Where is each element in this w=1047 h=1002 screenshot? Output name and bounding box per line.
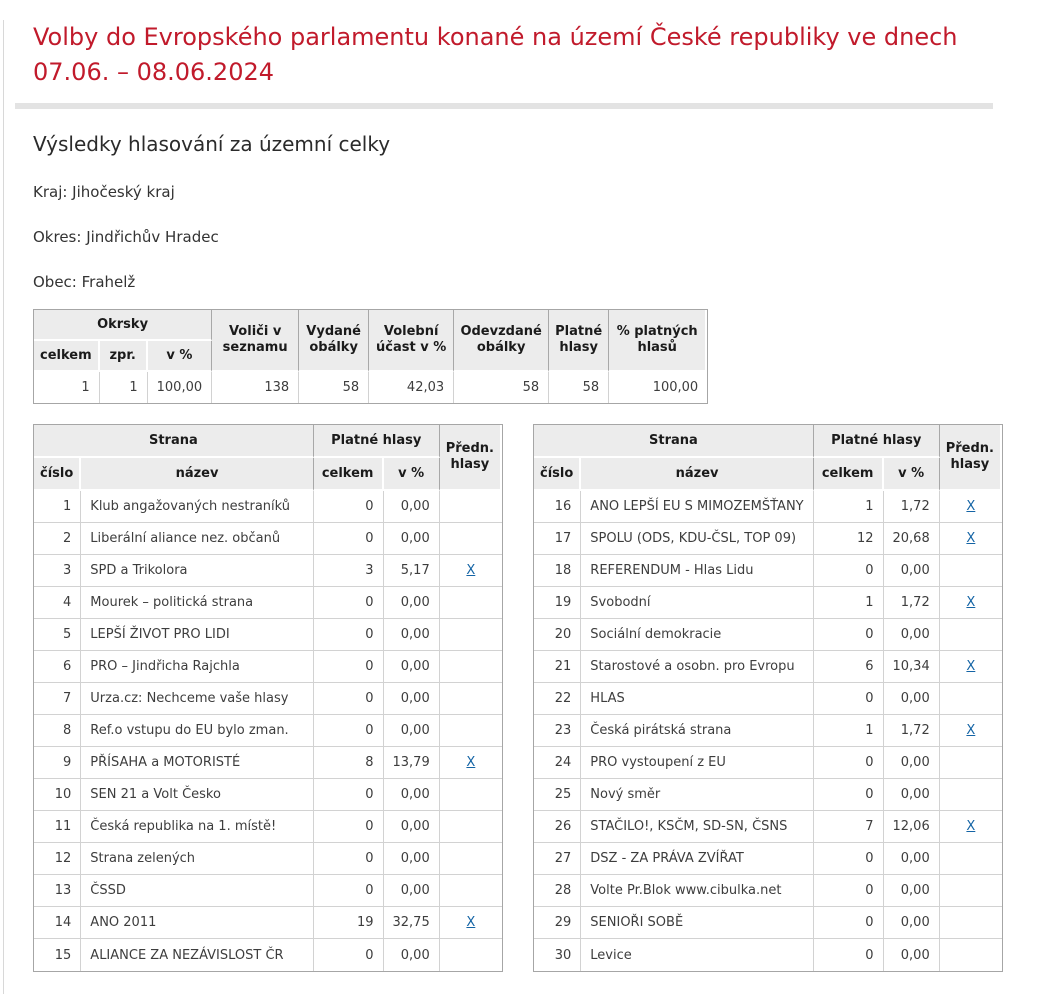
party-percent: 20,68: [884, 523, 940, 555]
preferential-votes-link[interactable]: X: [966, 723, 976, 738]
party-name: SPOLU (ODS, KDU-ČSL, TOP 09): [581, 523, 814, 555]
summary-row: [34, 372, 707, 403]
party-number: 6: [34, 651, 81, 683]
party-row: [534, 779, 1002, 811]
platne-hlasy-value: 58: [549, 372, 609, 403]
party-pref-cell: [440, 491, 502, 523]
okrsky-v-pct-value: 100,00: [148, 372, 213, 403]
header-okrsky-celkem: celkem: [34, 341, 100, 372]
volici-v-seznamu-value: 138: [212, 372, 299, 403]
party-number: 8: [34, 715, 81, 747]
party-percent: 0,00: [384, 811, 440, 843]
party-name: Sociální demokracie: [581, 619, 814, 651]
party-number: 26: [534, 811, 581, 843]
party-total-votes: 0: [814, 907, 884, 939]
region-obec: Obec: Frahelž: [33, 273, 136, 291]
party-name: REFERENDUM - Hlas Lidu: [581, 555, 814, 587]
party-row: [534, 523, 1002, 555]
header-strana: Strana: [534, 425, 814, 458]
party-number: 13: [34, 875, 81, 907]
party-row: [34, 619, 502, 651]
party-row: [534, 491, 1002, 523]
volebni-ucast-value: 42,03: [369, 372, 454, 403]
party-name: Liberální aliance nez. občanů: [81, 523, 313, 555]
party-number: 5: [34, 619, 81, 651]
header-predn-hlasy: Předn. hlasy: [940, 425, 1002, 491]
party-percent: 1,72: [884, 587, 940, 619]
title-divider: [15, 103, 993, 109]
party-total-votes: 0: [314, 715, 384, 747]
header-strana: Strana: [34, 425, 314, 458]
party-pref-cell: [440, 651, 502, 683]
summary-table: [34, 310, 707, 403]
page-title-line1: Volby do Evropského parlamentu konané na území České republiky ve dnech: [33, 23, 958, 51]
pct-platnych-hlasu-value: 100,00: [609, 372, 707, 403]
party-total-votes: 3: [314, 555, 384, 587]
party-table-right: [534, 425, 1002, 971]
header-volebni-ucast: Volební účast v %: [369, 310, 454, 372]
party-table-right-wrapper: [533, 424, 1003, 972]
party-pref-cell: [440, 811, 502, 843]
party-row: [34, 523, 502, 555]
party-total-votes: 6: [814, 651, 884, 683]
party-number: 18: [534, 555, 581, 587]
party-row: [34, 811, 502, 843]
party-number: 2: [34, 523, 81, 555]
party-total-votes: 0: [314, 939, 384, 971]
party-row: [34, 651, 502, 683]
party-name: ANO 2011: [81, 907, 313, 939]
party-row: [34, 875, 502, 907]
party-percent: 10,34: [884, 651, 940, 683]
party-total-votes: 0: [814, 555, 884, 587]
party-percent: 0,00: [884, 747, 940, 779]
party-name: PŘÍSAHA a MOTORISTÉ: [81, 747, 313, 779]
party-total-votes: 0: [314, 779, 384, 811]
header-okrsky-zpr: zpr.: [100, 341, 148, 372]
party-total-votes: 0: [314, 491, 384, 523]
party-total-votes: 0: [314, 811, 384, 843]
party-pref-cell: [440, 843, 502, 875]
preferential-votes-link[interactable]: X: [966, 531, 976, 546]
party-name: HLAS: [581, 683, 814, 715]
party-percent: 0,00: [884, 683, 940, 715]
region-kraj: Kraj: Jihočeský kraj: [33, 183, 175, 201]
party-total-votes: 0: [314, 619, 384, 651]
party-percent: 0,00: [884, 907, 940, 939]
party-number: 23: [534, 715, 581, 747]
party-pref-cell: [940, 491, 1002, 523]
header-odevzdane-obalky: Odevzdané obálky: [454, 310, 549, 372]
header-okrsky-v-pct: v %: [148, 341, 213, 372]
party-pref-cell: [940, 555, 1002, 587]
party-percent: 1,72: [884, 715, 940, 747]
party-number: 29: [534, 907, 581, 939]
party-number: 19: [534, 587, 581, 619]
party-total-votes: 0: [314, 523, 384, 555]
preferential-votes-link[interactable]: X: [466, 915, 476, 930]
okrsky-zpr-value: 1: [100, 372, 148, 403]
header-vydane-obalky: Vydané obálky: [299, 310, 369, 372]
party-row: [534, 683, 1002, 715]
party-pref-cell: [940, 907, 1002, 939]
party-percent: 0,00: [384, 587, 440, 619]
page-title-line2: 07.06. – 08.06.2024: [33, 58, 275, 86]
party-pref-cell: [940, 619, 1002, 651]
party-name: STAČILO!, KSČM, SD-SN, ČSNS: [581, 811, 814, 843]
header-platne-hlasy-group: Platné hlasy: [814, 425, 940, 458]
party-percent: 13,79: [384, 747, 440, 779]
party-pref-cell: [940, 811, 1002, 843]
party-row: [34, 491, 502, 523]
party-total-votes: 1: [814, 715, 884, 747]
party-name: ANO LEPŠÍ EU S MIMOZEMŠŤANY: [581, 491, 814, 523]
party-percent: 0,00: [384, 619, 440, 651]
party-number: 9: [34, 747, 81, 779]
party-number: 10: [34, 779, 81, 811]
party-name: PRO vystoupení z EU: [581, 747, 814, 779]
party-percent: 0,00: [384, 843, 440, 875]
party-pref-cell: [440, 523, 502, 555]
party-total-votes: 8: [314, 747, 384, 779]
party-percent: 0,00: [384, 683, 440, 715]
party-row: [34, 939, 502, 971]
party-total-votes: 12: [814, 523, 884, 555]
preferential-votes-link[interactable]: X: [466, 755, 476, 770]
okrsky-celkem-value: 1: [34, 372, 100, 403]
party-row: [534, 651, 1002, 683]
party-row: [34, 587, 502, 619]
party-name: Klub angažovaných nestraníků: [81, 491, 313, 523]
party-name: Urza.cz: Nechceme vaše hlasy: [81, 683, 313, 715]
header-nazev: název: [581, 458, 814, 491]
party-name: Levice: [581, 939, 814, 971]
party-name: Volte Pr.Blok www.cibulka.net: [581, 875, 814, 907]
party-pref-cell: [940, 875, 1002, 907]
party-number: 17: [534, 523, 581, 555]
party-name: ČSSD: [81, 875, 313, 907]
party-percent: 1,72: [884, 491, 940, 523]
party-pref-cell: [940, 587, 1002, 619]
party-percent: 0,00: [384, 651, 440, 683]
party-total-votes: 0: [814, 843, 884, 875]
header-platne-hlasy-group: Platné hlasy: [314, 425, 440, 458]
party-pref-cell: [940, 715, 1002, 747]
header-v-pct: v %: [384, 458, 440, 491]
party-pref-cell: [440, 747, 502, 779]
party-name: SENIOŘI SOBĚ: [581, 907, 814, 939]
party-percent: 0,00: [884, 843, 940, 875]
party-row: [34, 843, 502, 875]
party-name: Svobodní: [581, 587, 814, 619]
party-total-votes: 1: [814, 491, 884, 523]
party-total-votes: 0: [814, 779, 884, 811]
party-pref-cell: [440, 715, 502, 747]
party-name: Česká republika na 1. místě!: [81, 811, 313, 843]
party-number: 24: [534, 747, 581, 779]
party-total-votes: 19: [314, 907, 384, 939]
party-name: LEPŠÍ ŽIVOT PRO LIDI: [81, 619, 313, 651]
party-row: [534, 619, 1002, 651]
header-v-pct: v %: [884, 458, 940, 491]
party-total-votes: 1: [814, 587, 884, 619]
header-platne-hlasy: Platné hlasy: [549, 310, 609, 372]
party-row: [34, 555, 502, 587]
party-row: [534, 875, 1002, 907]
header-celkem: celkem: [814, 458, 884, 491]
party-name: SEN 21 a Volt Česko: [81, 779, 313, 811]
party-percent: 5,17: [384, 555, 440, 587]
page-content: [0, 20, 1047, 1002]
party-tables-row: [33, 424, 1003, 972]
party-row: [34, 715, 502, 747]
party-total-votes: 0: [314, 651, 384, 683]
header-okrsky: Okrsky: [34, 310, 212, 341]
preferential-votes-link[interactable]: X: [966, 659, 976, 674]
party-row: [534, 907, 1002, 939]
party-name: Ref.o vstupu do EU bylo zman.: [81, 715, 313, 747]
preferential-votes-link[interactable]: X: [966, 819, 976, 834]
party-pref-cell: [940, 683, 1002, 715]
party-total-votes: 7: [814, 811, 884, 843]
party-row: [34, 683, 502, 715]
header-celkem: celkem: [314, 458, 384, 491]
party-number: 30: [534, 939, 581, 971]
party-row: [534, 843, 1002, 875]
party-total-votes: 0: [314, 683, 384, 715]
party-percent: 0,00: [384, 523, 440, 555]
party-number: 4: [34, 587, 81, 619]
party-pref-cell: [440, 619, 502, 651]
party-row: [34, 779, 502, 811]
region-okres: Okres: Jindřichův Hradec: [33, 228, 219, 246]
party-number: 25: [534, 779, 581, 811]
party-total-votes: 0: [814, 683, 884, 715]
party-pref-cell: [440, 555, 502, 587]
party-total-votes: 0: [814, 939, 884, 971]
party-number: 27: [534, 843, 581, 875]
party-name: Strana zelených: [81, 843, 313, 875]
party-name: PRO – Jindřicha Rajchla: [81, 651, 313, 683]
party-pref-cell: [440, 587, 502, 619]
summary-table-wrapper: [33, 309, 708, 404]
party-percent: 0,00: [384, 779, 440, 811]
party-row: [534, 555, 1002, 587]
header-volici-v-seznamu: Voliči v seznamu: [212, 310, 299, 372]
preferential-votes-link[interactable]: X: [966, 595, 976, 610]
vydane-obalky-value: 58: [299, 372, 369, 403]
party-total-votes: 0: [314, 875, 384, 907]
preferential-votes-link[interactable]: X: [966, 499, 976, 514]
party-percent: 32,75: [384, 907, 440, 939]
party-number: 1: [34, 491, 81, 523]
party-row: [34, 747, 502, 779]
party-number: 7: [34, 683, 81, 715]
party-pref-cell: [940, 651, 1002, 683]
party-pref-cell: [440, 683, 502, 715]
party-total-votes: 0: [314, 587, 384, 619]
party-number: 21: [534, 651, 581, 683]
header-nazev: název: [81, 458, 313, 491]
party-percent: 0,00: [384, 715, 440, 747]
party-percent: 0,00: [884, 939, 940, 971]
party-row: [534, 587, 1002, 619]
party-table-left: [34, 425, 502, 971]
page-left-border: [3, 20, 4, 994]
party-percent: 12,06: [884, 811, 940, 843]
preferential-votes-link[interactable]: X: [466, 563, 476, 578]
party-number: 16: [534, 491, 581, 523]
party-total-votes: 0: [814, 747, 884, 779]
party-pref-cell: [440, 875, 502, 907]
party-number: 28: [534, 875, 581, 907]
party-row: [534, 747, 1002, 779]
header-cislo: číslo: [534, 458, 581, 491]
party-percent: 0,00: [384, 491, 440, 523]
party-row: [34, 907, 502, 939]
party-number: 12: [34, 843, 81, 875]
party-number: 15: [34, 939, 81, 971]
odevzdane-obalky-value: 58: [454, 372, 549, 403]
header-predn-hlasy: Předn. hlasy: [440, 425, 502, 491]
party-pref-cell: [940, 939, 1002, 971]
party-percent: 0,00: [884, 555, 940, 587]
party-pref-cell: [940, 747, 1002, 779]
party-percent: 0,00: [884, 779, 940, 811]
party-row: [534, 811, 1002, 843]
party-percent: 0,00: [884, 875, 940, 907]
party-table-left-wrapper: [33, 424, 503, 972]
party-name: ALIANCE ZA NEZÁVISLOST ČR: [81, 939, 313, 971]
party-name: Česká pirátská strana: [581, 715, 814, 747]
page-title: [33, 20, 1003, 90]
party-pref-cell: [940, 523, 1002, 555]
party-pref-cell: [440, 939, 502, 971]
party-pref-cell: [440, 907, 502, 939]
header-cislo: číslo: [34, 458, 81, 491]
party-row: [534, 715, 1002, 747]
party-pref-cell: [940, 843, 1002, 875]
party-total-votes: 0: [814, 619, 884, 651]
party-percent: 0,00: [884, 619, 940, 651]
party-number: 3: [34, 555, 81, 587]
party-row: [534, 939, 1002, 971]
party-total-votes: 0: [314, 843, 384, 875]
party-percent: 0,00: [384, 875, 440, 907]
party-percent: 0,00: [384, 939, 440, 971]
party-number: 14: [34, 907, 81, 939]
party-name: Mourek – politická strana: [81, 587, 313, 619]
party-pref-cell: [440, 779, 502, 811]
party-pref-cell: [940, 779, 1002, 811]
party-number: 20: [534, 619, 581, 651]
party-name: Starostové a osobn. pro Evropu: [581, 651, 814, 683]
party-name: SPD a Trikolora: [81, 555, 313, 587]
header-pct-platnych-hlasu: % platných hlasů: [609, 310, 707, 372]
party-name: DSZ - ZA PRÁVA ZVÍŘAT: [581, 843, 814, 875]
results-subtitle: Výsledky hlasování za územní celky: [33, 132, 391, 156]
party-total-votes: 0: [814, 875, 884, 907]
party-number: 11: [34, 811, 81, 843]
party-name: Nový směr: [581, 779, 814, 811]
party-number: 22: [534, 683, 581, 715]
